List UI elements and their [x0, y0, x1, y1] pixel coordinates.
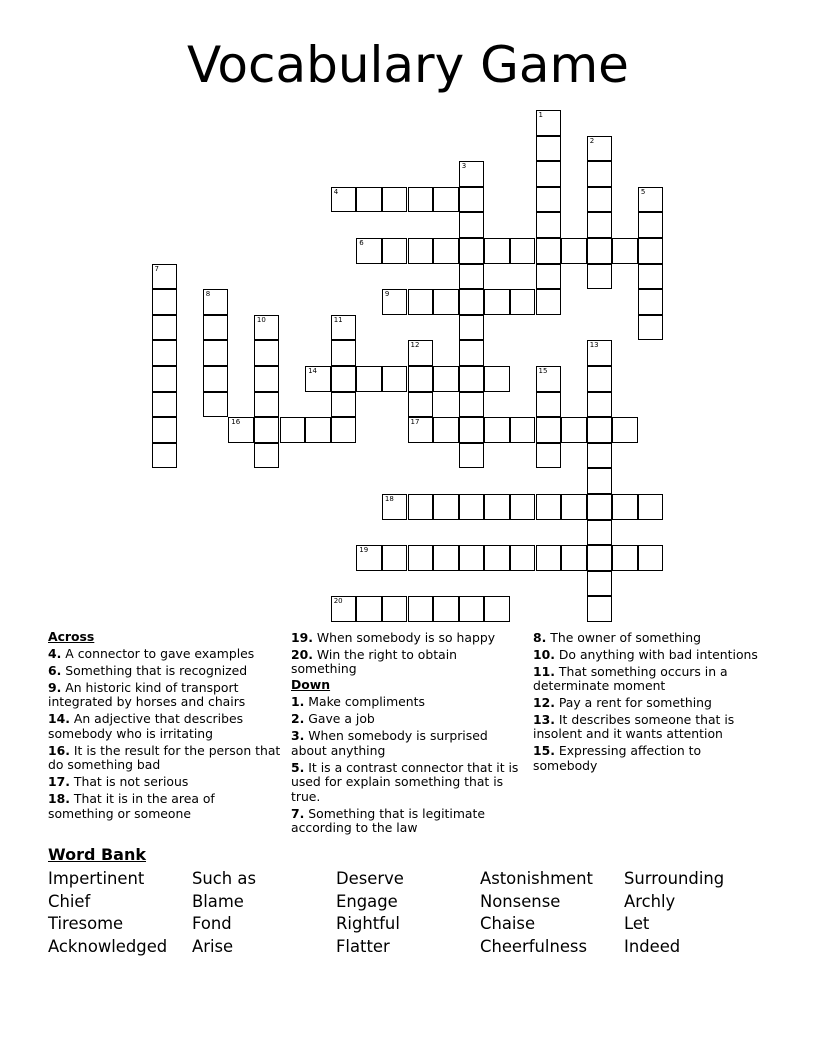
clue-column-1: [48, 628, 283, 821]
crossword-cell[interactable]: [612, 494, 638, 520]
crossword-cell[interactable]: [484, 417, 510, 443]
crossword-cell[interactable]: [331, 340, 357, 366]
crossword-cell[interactable]: [331, 366, 357, 392]
crossword-cell[interactable]: [484, 494, 510, 520]
word-bank-heading: Word Bank: [48, 845, 147, 864]
clue-number: 1.: [291, 694, 305, 710]
crossword-cell[interactable]: [305, 417, 331, 443]
crossword-cell[interactable]: [638, 264, 664, 290]
clue: [533, 696, 768, 710]
crossword-cell[interactable]: [356, 366, 382, 392]
clue: [291, 729, 526, 758]
clue-text: Make compliments: [304, 694, 425, 710]
clue-number: 14: [308, 367, 318, 375]
crossword-cell[interactable]: [203, 340, 229, 366]
crossword-cell[interactable]: [536, 161, 562, 187]
crossword-cell[interactable]: [382, 187, 408, 213]
clue-number: 5.: [291, 759, 305, 775]
word-bank-column: [480, 868, 593, 958]
crossword-cell[interactable]: [152, 340, 178, 366]
clue: [533, 713, 768, 742]
crossword-cell[interactable]: [228, 417, 254, 443]
crossword-cell[interactable]: [254, 340, 280, 366]
clue-number: 14.: [48, 711, 70, 727]
crossword-cell[interactable]: [382, 366, 408, 392]
word-bank-word: Nonsense: [480, 891, 561, 911]
clue-number: 11.: [533, 663, 555, 679]
crossword-cell[interactable]: [356, 187, 382, 213]
crossword-cell[interactable]: [536, 392, 562, 418]
crossword-cell[interactable]: [638, 315, 664, 341]
crossword-cell[interactable]: [280, 417, 306, 443]
crossword-cell[interactable]: [408, 494, 434, 520]
crossword-cell[interactable]: [433, 417, 459, 443]
crossword-cell[interactable]: [433, 366, 459, 392]
word-bank-word: Blame: [192, 891, 244, 911]
crossword-cell[interactable]: [561, 238, 587, 264]
crossword-cell[interactable]: [459, 212, 485, 238]
crossword-cell[interactable]: [510, 238, 536, 264]
clue-number: 16.: [48, 742, 70, 758]
clue: [48, 775, 283, 789]
across-clue-list-continued: [291, 631, 526, 677]
clue-number: 13: [589, 341, 599, 350]
crossword-cell[interactable]: [484, 238, 510, 264]
crossword-cell[interactable]: [536, 136, 562, 162]
crossword-cell[interactable]: [382, 494, 408, 520]
crossword-cell[interactable]: [203, 392, 229, 418]
word-bank-word: Acknowledged: [48, 936, 168, 956]
clue: [291, 648, 526, 677]
word-bank-word: Surrounding: [624, 869, 725, 888]
crossword-cell[interactable]: [459, 238, 485, 264]
crossword-cell[interactable]: [459, 264, 485, 290]
crossword-cell[interactable]: [536, 545, 562, 571]
clue-number: 5: [640, 187, 646, 196]
clue-number: 10: [256, 315, 266, 324]
crossword-cell[interactable]: [408, 366, 434, 392]
word-bank-column: [192, 868, 256, 958]
clue-text: That something occurs in a determinate moment: [533, 663, 728, 693]
crossword-cell[interactable]: [254, 366, 280, 392]
clue-text: Expressing affection to somebody: [533, 743, 702, 773]
crossword-cell[interactable]: [433, 238, 459, 264]
clue: [533, 648, 768, 662]
clue-number: 11: [333, 315, 343, 324]
clue-number: 10.: [533, 646, 555, 662]
crossword-cell[interactable]: [587, 443, 613, 469]
clue-number: 17.: [48, 774, 70, 790]
crossword-cell[interactable]: [459, 392, 485, 418]
clue-number: 4.: [48, 646, 62, 661]
clue-number: 1: [538, 111, 543, 119]
crossword-cell[interactable]: [382, 289, 408, 315]
crossword-cell[interactable]: [536, 289, 562, 315]
clue-number: 19: [359, 546, 369, 555]
crossword-cell[interactable]: [612, 417, 638, 443]
clue-number: 15: [538, 367, 548, 375]
crossword-cell[interactable]: [408, 340, 434, 366]
crossword-cell[interactable]: [254, 417, 280, 443]
crossword-cell[interactable]: [254, 443, 280, 469]
crossword-cell[interactable]: [587, 264, 613, 290]
crossword-cell[interactable]: [459, 161, 485, 187]
clue-text: Win the right to obtain something: [291, 646, 458, 676]
clue-number: 12.: [533, 695, 555, 710]
word-bank-word: Tiresome: [48, 914, 124, 934]
crossword-cell[interactable]: [331, 417, 357, 443]
crossword-cell[interactable]: [587, 494, 613, 520]
crossword-cell[interactable]: [382, 238, 408, 264]
word-bank-word: Astonishment: [480, 869, 593, 888]
crossword-cell[interactable]: [433, 545, 459, 571]
crossword-cell[interactable]: [152, 264, 178, 290]
clue-number: 19.: [291, 629, 313, 645]
word-bank-column: [336, 868, 404, 958]
crossword-cell[interactable]: [408, 289, 434, 315]
clue: [48, 647, 283, 661]
crossword-cell[interactable]: [587, 238, 613, 264]
crossword-cell[interactable]: [612, 238, 638, 264]
crossword-cell[interactable]: [408, 545, 434, 571]
clue-text: That it is in the area of something or someone: [48, 791, 215, 821]
clue: [291, 761, 526, 804]
clue: [533, 631, 768, 645]
crossword-cell[interactable]: [459, 315, 485, 341]
crossword-cell[interactable]: [536, 110, 562, 136]
crossword-cell[interactable]: [408, 238, 434, 264]
crossword-cell[interactable]: [587, 161, 613, 187]
crossword-cell[interactable]: [484, 366, 510, 392]
crossword-cell[interactable]: [408, 392, 434, 418]
crossword-cell[interactable]: [459, 187, 485, 213]
crossword-cell[interactable]: [587, 187, 613, 213]
crossword-cell[interactable]: [152, 392, 178, 418]
clue-number: 9.: [48, 680, 62, 695]
clue-number: 2: [589, 136, 595, 145]
clue-number: 20: [333, 597, 343, 606]
clue-number: 8: [205, 290, 211, 299]
crossword-cell[interactable]: [408, 596, 434, 622]
clue-number: 9: [384, 290, 390, 299]
down-clue-list-continued: [533, 631, 768, 774]
crossword-cell[interactable]: [459, 596, 485, 622]
word-bank-word: Rightful: [336, 914, 400, 934]
clue-text: It is the result for the person that do something bad: [48, 742, 281, 773]
clue-text: Something that is legitimate according to the law: [291, 805, 485, 836]
crossword-cell[interactable]: [638, 238, 664, 264]
crossword-cell[interactable]: [203, 366, 229, 392]
clue-text: A connector to gave examples: [61, 646, 255, 661]
crossword-cell[interactable]: [536, 443, 562, 469]
crossword-cell[interactable]: [638, 212, 664, 238]
crossword-cell[interactable]: [536, 417, 562, 443]
crossword-cell[interactable]: [433, 494, 459, 520]
clue-number: 18: [384, 495, 394, 503]
crossword-cell[interactable]: [382, 545, 408, 571]
clue-number: 4: [333, 187, 339, 196]
word-bank-word: Deserve: [336, 869, 404, 888]
clue-number: 2.: [291, 711, 305, 727]
crossword-cell[interactable]: [433, 187, 459, 213]
word-bank-word: Such as: [192, 869, 256, 888]
crossword-cell[interactable]: [331, 596, 357, 622]
clue-text: Gave a job: [304, 711, 375, 727]
clue: [48, 792, 283, 821]
clue-number: 7: [154, 264, 159, 273]
crossword-cell[interactable]: [587, 545, 613, 571]
crossword-cell[interactable]: [459, 289, 485, 315]
crossword-cell[interactable]: [510, 417, 536, 443]
clue-text: Do anything with bad intentions: [554, 646, 758, 662]
clue-number: 13.: [533, 712, 555, 727]
crossword-cell[interactable]: [152, 443, 178, 469]
crossword-cell[interactable]: [638, 187, 664, 213]
clue: [48, 744, 283, 773]
word-bank-word: Impertinent: [48, 869, 145, 888]
crossword-cell[interactable]: [484, 596, 510, 622]
word-bank-word: Engage: [336, 891, 398, 911]
crossword-cell[interactable]: [459, 417, 485, 443]
crossword-cell[interactable]: [408, 187, 434, 213]
clue-text: An adjective that describes somebody who is irritating: [48, 711, 244, 741]
crossword-cell[interactable]: [305, 366, 331, 392]
across-clue-list: [48, 647, 283, 821]
clue-number: 17: [410, 418, 420, 427]
clue: [48, 712, 283, 741]
clue-number: 8.: [533, 629, 547, 645]
word-bank-word: Let: [624, 914, 650, 934]
word-bank-word: Flatter: [336, 936, 390, 956]
crossword-cell[interactable]: [612, 545, 638, 571]
clue-text: An historic kind of transport integrated by horses and chairs: [48, 680, 246, 710]
crossword-cell[interactable]: [536, 366, 562, 392]
word-bank-word: Cheerfulness: [480, 936, 588, 956]
clue-number: 3: [461, 162, 467, 171]
page-title: Vocabulary Game: [187, 36, 629, 94]
clue: [291, 807, 526, 836]
crossword-cell[interactable]: [459, 545, 485, 571]
across-heading: Across: [48, 629, 95, 644]
crossword-cell[interactable]: [152, 366, 178, 392]
word-bank-column: [624, 868, 724, 958]
clue-text: It describes someone that is insolent and it wants attention: [533, 712, 735, 742]
word-bank-word: Arise: [192, 936, 234, 956]
word-bank-word: Chief: [48, 891, 91, 911]
crossword-cell[interactable]: [203, 315, 229, 341]
clue-number: 16: [231, 418, 241, 427]
clue: [291, 695, 526, 709]
word-bank-column: [48, 868, 167, 958]
clue-column-2: [291, 628, 526, 835]
crossword-cell[interactable]: [459, 366, 485, 392]
crossword-cell[interactable]: [331, 392, 357, 418]
clue: [48, 681, 283, 710]
clue-text: That is not serious: [69, 774, 189, 790]
crossword-cell[interactable]: [510, 289, 536, 315]
crossword-cell[interactable]: [152, 315, 178, 341]
down-heading: Down: [291, 677, 331, 693]
clue-number: 15.: [533, 743, 555, 759]
crossword-cell[interactable]: [203, 289, 229, 315]
clue-number: 20.: [291, 646, 313, 662]
crossword-cell[interactable]: [587, 392, 613, 418]
clue-text: Pay a rent for something: [554, 695, 712, 710]
crossword-cell[interactable]: [510, 494, 536, 520]
crossword-cell[interactable]: [536, 494, 562, 520]
crossword-cell[interactable]: [536, 238, 562, 264]
crossword-cell[interactable]: [587, 520, 613, 546]
word-bank-word: Chaise: [480, 914, 536, 934]
crossword-cell[interactable]: [587, 340, 613, 366]
crossword-cell[interactable]: [638, 289, 664, 315]
crossword-cell[interactable]: [254, 315, 280, 341]
crossword-cell[interactable]: [587, 366, 613, 392]
clue-number: 7.: [291, 805, 305, 821]
crossword-cell[interactable]: [638, 494, 664, 520]
crossword-cell[interactable]: [587, 136, 613, 162]
crossword-cell[interactable]: [152, 289, 178, 315]
clue-number: 6: [359, 239, 364, 247]
crossword-cell[interactable]: [536, 187, 562, 213]
word-bank-word: Fond: [192, 914, 232, 934]
clue-text: Something that is recognized: [61, 663, 248, 678]
crossword-cell[interactable]: [382, 596, 408, 622]
crossword-cell[interactable]: [254, 392, 280, 418]
word-bank-word: Indeed: [624, 936, 681, 956]
clue: [291, 712, 526, 726]
clue-text: The owner of something: [546, 629, 701, 645]
crossword-cell[interactable]: [356, 545, 382, 571]
clue-text: When somebody is so happy: [312, 629, 496, 645]
crossword-cell[interactable]: [587, 417, 613, 443]
crossword-cell[interactable]: [561, 494, 587, 520]
crossword-cell[interactable]: [331, 187, 357, 213]
clue: [291, 631, 526, 645]
crossword-cell[interactable]: [433, 596, 459, 622]
crossword-cell[interactable]: [561, 545, 587, 571]
crossword-cell[interactable]: [638, 545, 664, 571]
crossword-cell[interactable]: [459, 494, 485, 520]
crossword-cell[interactable]: [408, 417, 434, 443]
crossword-cell[interactable]: [536, 212, 562, 238]
clue: [48, 664, 283, 678]
crossword-cell[interactable]: [331, 315, 357, 341]
crossword-cell[interactable]: [587, 571, 613, 597]
crossword-cell[interactable]: [484, 545, 510, 571]
crossword-cell[interactable]: [587, 212, 613, 238]
crossword-cell[interactable]: [587, 596, 613, 622]
crossword-cell[interactable]: [356, 596, 382, 622]
word-bank-word: Archly: [624, 891, 676, 911]
crossword-cell[interactable]: [536, 264, 562, 290]
crossword-cell[interactable]: [459, 340, 485, 366]
crossword-cell[interactable]: [356, 238, 382, 264]
down-clue-list: [291, 695, 526, 835]
crossword-cell[interactable]: [510, 545, 536, 571]
crossword-cell[interactable]: [587, 468, 613, 494]
clue-number: 12: [410, 341, 420, 350]
crossword-cell[interactable]: [433, 289, 459, 315]
crossword-cell[interactable]: [152, 417, 178, 443]
clue: [533, 744, 768, 773]
crossword-cell[interactable]: [484, 289, 510, 315]
clue: [533, 665, 768, 694]
clue-number: 18.: [48, 791, 70, 807]
crossword-cell[interactable]: [459, 443, 485, 469]
clue-text: When somebody is surprised about anything: [291, 728, 488, 758]
crossword-cell[interactable]: [561, 417, 587, 443]
clue-number: 6.: [48, 663, 62, 678]
clue-number: 3.: [291, 728, 305, 744]
clue-column-3: [533, 628, 768, 773]
clue-text: It is a contrast connector that it is used for explain something that is true.: [291, 759, 519, 804]
